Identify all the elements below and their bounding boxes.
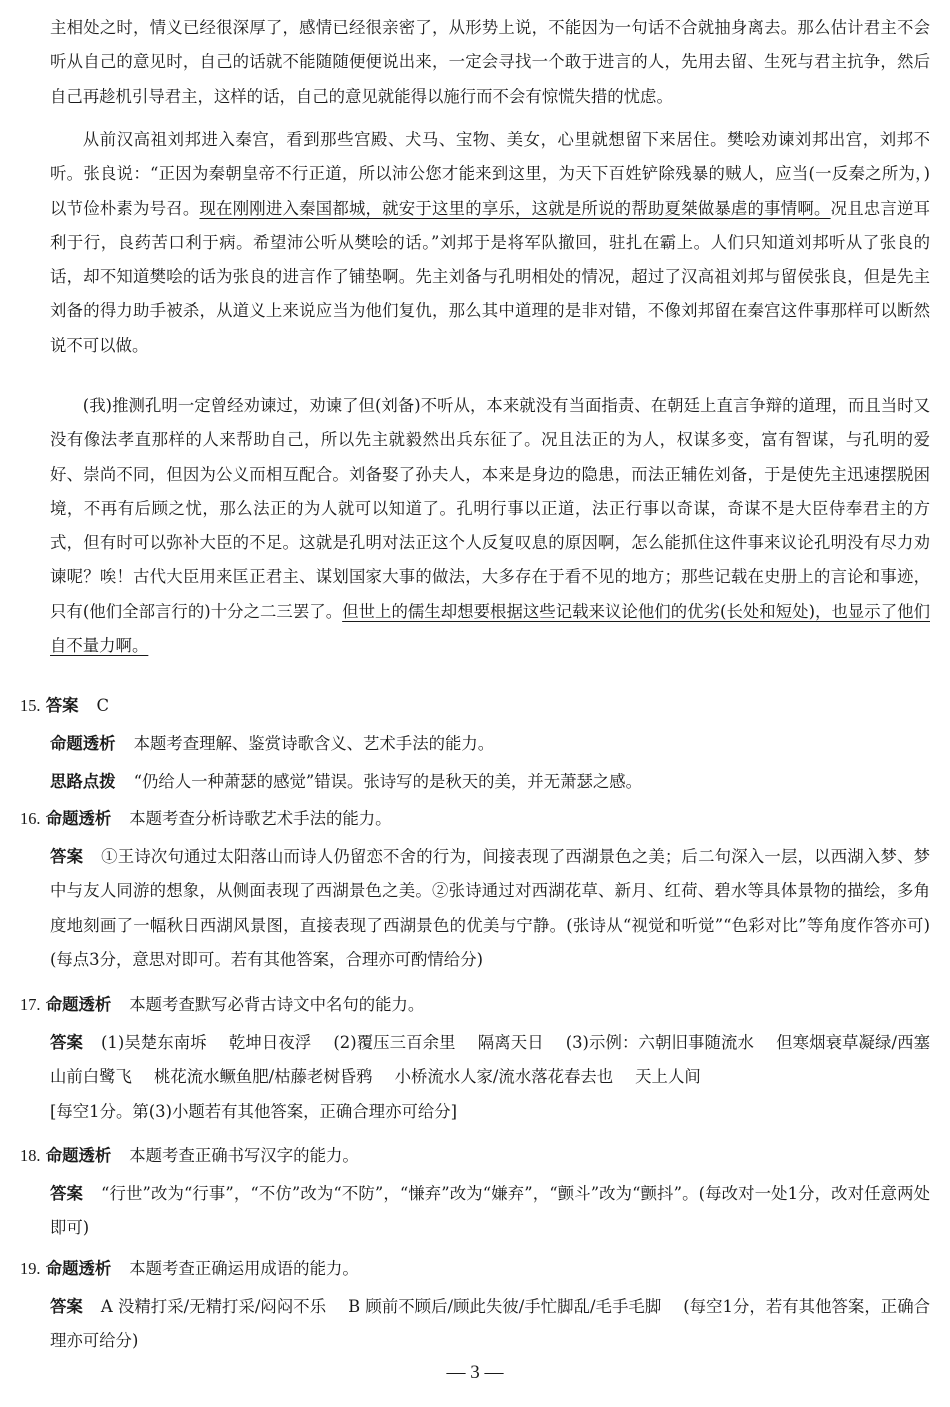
answer-blank: (1)吴楚东南坼 xyxy=(101,1033,207,1052)
answer-blank: (3)示例：六朝旧事随流水 xyxy=(565,1033,754,1052)
page-number: — 3 — xyxy=(446,1362,504,1383)
question-15-hint xyxy=(50,765,930,799)
analysis-label: 命题透析 xyxy=(45,995,112,1014)
answer-label: 答案 xyxy=(50,1184,83,1203)
question-number: 16. xyxy=(20,809,41,828)
answer-text: “行世”改为“行事”，“不仿”改为“不防”，“慊弃”改为“嫌弃”，“颤斗”改为“颤抖”。(每改对一处1分，改对任意两处即可) xyxy=(50,1184,931,1238)
hint-label: 思路点拨 xyxy=(50,772,116,791)
translation-paragraph-1 xyxy=(50,11,930,114)
answer-blank: 隔离天日 xyxy=(477,1033,544,1052)
translation-text: 况且忠言逆耳利于行，良药苦口利于病。希望沛公听从樊哙的话。”刘邦于是将军队撤回，驻扎在霸上。人们只知道刘邦听从了张良的话，却不知道樊哙的话为张良的进言作了铺垫啊。先主刘备与孔明相处的情况，超过了汉高祖刘邦与留侯张良，但是先主刘备的得力助手被杀，从道义上来说应当为他们复仇，那么其中道理的是非对错，不像刘邦留在秦宫这件事那样可以断然说不可以做。 xyxy=(50,198,931,355)
scoring-note: [每空1分。第(3)小题若有其他答案，正确合理亦可给分] xyxy=(50,1101,458,1121)
answer-label: 答案 xyxy=(50,1033,83,1052)
answer-option-a: A 没精打采/无精打采/闷闷不乐 xyxy=(100,1297,327,1316)
question-16-analysis xyxy=(20,802,930,836)
question-19-analysis xyxy=(20,1252,930,1286)
answer-label: 答案 xyxy=(50,1297,83,1316)
answer-label: 答案 xyxy=(45,696,79,715)
answer-blank: 天上人间 xyxy=(635,1067,701,1087)
answer-option-b: B 顾前不顾后/顾此失彼/手忙脚乱/毛手毛脚 xyxy=(348,1297,662,1316)
analysis-label: 命题透析 xyxy=(45,1259,112,1278)
translation-text: 从前汉高祖刘邦进入秦宫，看到那些宫殿、犬马、宝物、美女，心里就想留下来居住。樊哙劝谏刘邦出宫，刘邦不听。张良说：“正因为秦朝皇帝不行正道，所以沛公您才能来到这里，为天下百姓铲除残暴的贼人，应当(一反秦之所为，)以节俭朴素为号召。 xyxy=(50,130,930,218)
analysis-label: 命题透析 xyxy=(45,809,112,828)
translation-text: (我)推测孔明一定曾经劝谏过，劝谏了但(刘备)不听从，本来就没有当面指责、在朝廷上直言争辩的道理，而且当时又没有像法孝直那样的人来帮助自己，所以先主就毅然出兵东征了。况且法正的为人，权谋多变，富有智谋，与孔明的爱好、崇尚不同，但因为公义而相互配合。刘备娶了孙夫人，本来是身边的隐患，而法正辅佐刘备，于是使先主迅速摆脱困境，不再有后顾之忧，那么法正的为人就可以知道了。孔明行事以正道，法正行事以奇谋，奇谋不是大臣侍奉君主的方式，但有时可以弥补大臣的不足。这就是孔明对法正这个人反复叹息的原因啊，怎么能抓住这件事来议论孔明没有尽力劝谏呢？唉！古代大臣用来匡正君主、谋划国家大事的做法，大多存在于看不见的地方；那些记载在史册上的言论和事迹，只有(他们全部言行的)十分之二三罢了。 xyxy=(50,396,930,621)
question-number: 18. xyxy=(20,1146,41,1165)
translation-paragraph-3 xyxy=(50,389,930,663)
answer-blank: 桃花流水鳜鱼肥/枯藤老树昏鸦 xyxy=(153,1067,373,1087)
question-17-answer xyxy=(50,1026,930,1129)
answer-blank: 但寒烟衰草凝绿/西塞山前白鹭飞 xyxy=(50,1033,931,1087)
analysis-label: 命题透析 xyxy=(50,734,116,753)
underlined-sentence: 但世上的儒生却想要根据这些记载来议论他们的优劣(长处和短处)，也显示了他们自不量力啊。 xyxy=(50,601,930,656)
answer-blank: 小桥流水人家/流水落花春去也 xyxy=(394,1067,614,1087)
analysis-label: 命题透析 xyxy=(45,1146,112,1165)
analysis-text: 本题考查正确书写汉字的能力。 xyxy=(129,1146,359,1165)
translation-paragraph-2 xyxy=(50,123,930,363)
question-number: 15. xyxy=(20,696,41,715)
answer-label: 答案 xyxy=(50,847,84,866)
question-number: 19. xyxy=(20,1259,41,1278)
answer-blank: (2)覆压三百余里 xyxy=(333,1033,456,1052)
underlined-sentence: 现在刚刚进入秦国都城，就安于这里的享乐，这就是所说的帮助夏桀做暴虐的事情啊。 xyxy=(199,198,831,218)
question-18-analysis xyxy=(20,1139,930,1173)
question-18-answer xyxy=(50,1177,930,1246)
hint-text: “仍给人一种萧瑟的感觉”错误。张诗写的是秋天的美，并无萧瑟之感。 xyxy=(133,772,643,791)
analysis-text: 本题考查正确运用成语的能力。 xyxy=(129,1259,359,1278)
question-17-analysis xyxy=(20,988,930,1022)
scoring-note: (每空1分，若有其他答案，正确合理亦可给分) xyxy=(50,1297,931,1351)
question-number: 17. xyxy=(20,995,41,1014)
analysis-text: 本题考查分析诗歌艺术手法的能力。 xyxy=(129,809,392,828)
answer-text: ①王诗次句通过太阳落山而诗人仍留恋不舍的行为，间接表现了西湖景色之美；后二句深入一层，以西湖入梦、梦中与友人同游的想象，从侧面表现了西湖景色之美。②张诗通过对西湖花草、新月、红荷、碧水等具体景物的描绘，多角度地刻画了一幅秋日西湖风景图，直接表现了西湖景色的优美与宁静。(张诗从“视觉和听觉”“色彩对比”等角度作答亦可)(每点3分，意思对即可。若有其他答案，合理亦可酌情给分) xyxy=(50,847,931,969)
translation-text: 主相处之时，情义已经很深厚了，感情已经很亲密了，从形势上说，不能因为一句话不合就抽身离去。那么估计君主不会听从自己的意见时，自己的话就不能随随便便说出来，一定会寻找一个敢于进言的人，先用去留、生死与君主抗争，然后自己再趁机引导君主，这样的话，自己的意见就能得以施行而不会有惊慌失措的忧虑。 xyxy=(50,18,930,106)
analysis-text: 本题考查理解、鉴赏诗歌含义、艺术手法的能力。 xyxy=(133,734,495,753)
analysis-text: 本题考查默写必背古诗文中名句的能力。 xyxy=(129,995,425,1014)
question-15-analysis xyxy=(50,727,930,761)
answer-value: C xyxy=(96,696,110,715)
question-19-answer xyxy=(50,1290,930,1359)
question-16-answer xyxy=(50,840,930,977)
answer-blank: 乾坤日夜浮 xyxy=(228,1033,312,1052)
question-15-answer-row xyxy=(20,689,930,723)
